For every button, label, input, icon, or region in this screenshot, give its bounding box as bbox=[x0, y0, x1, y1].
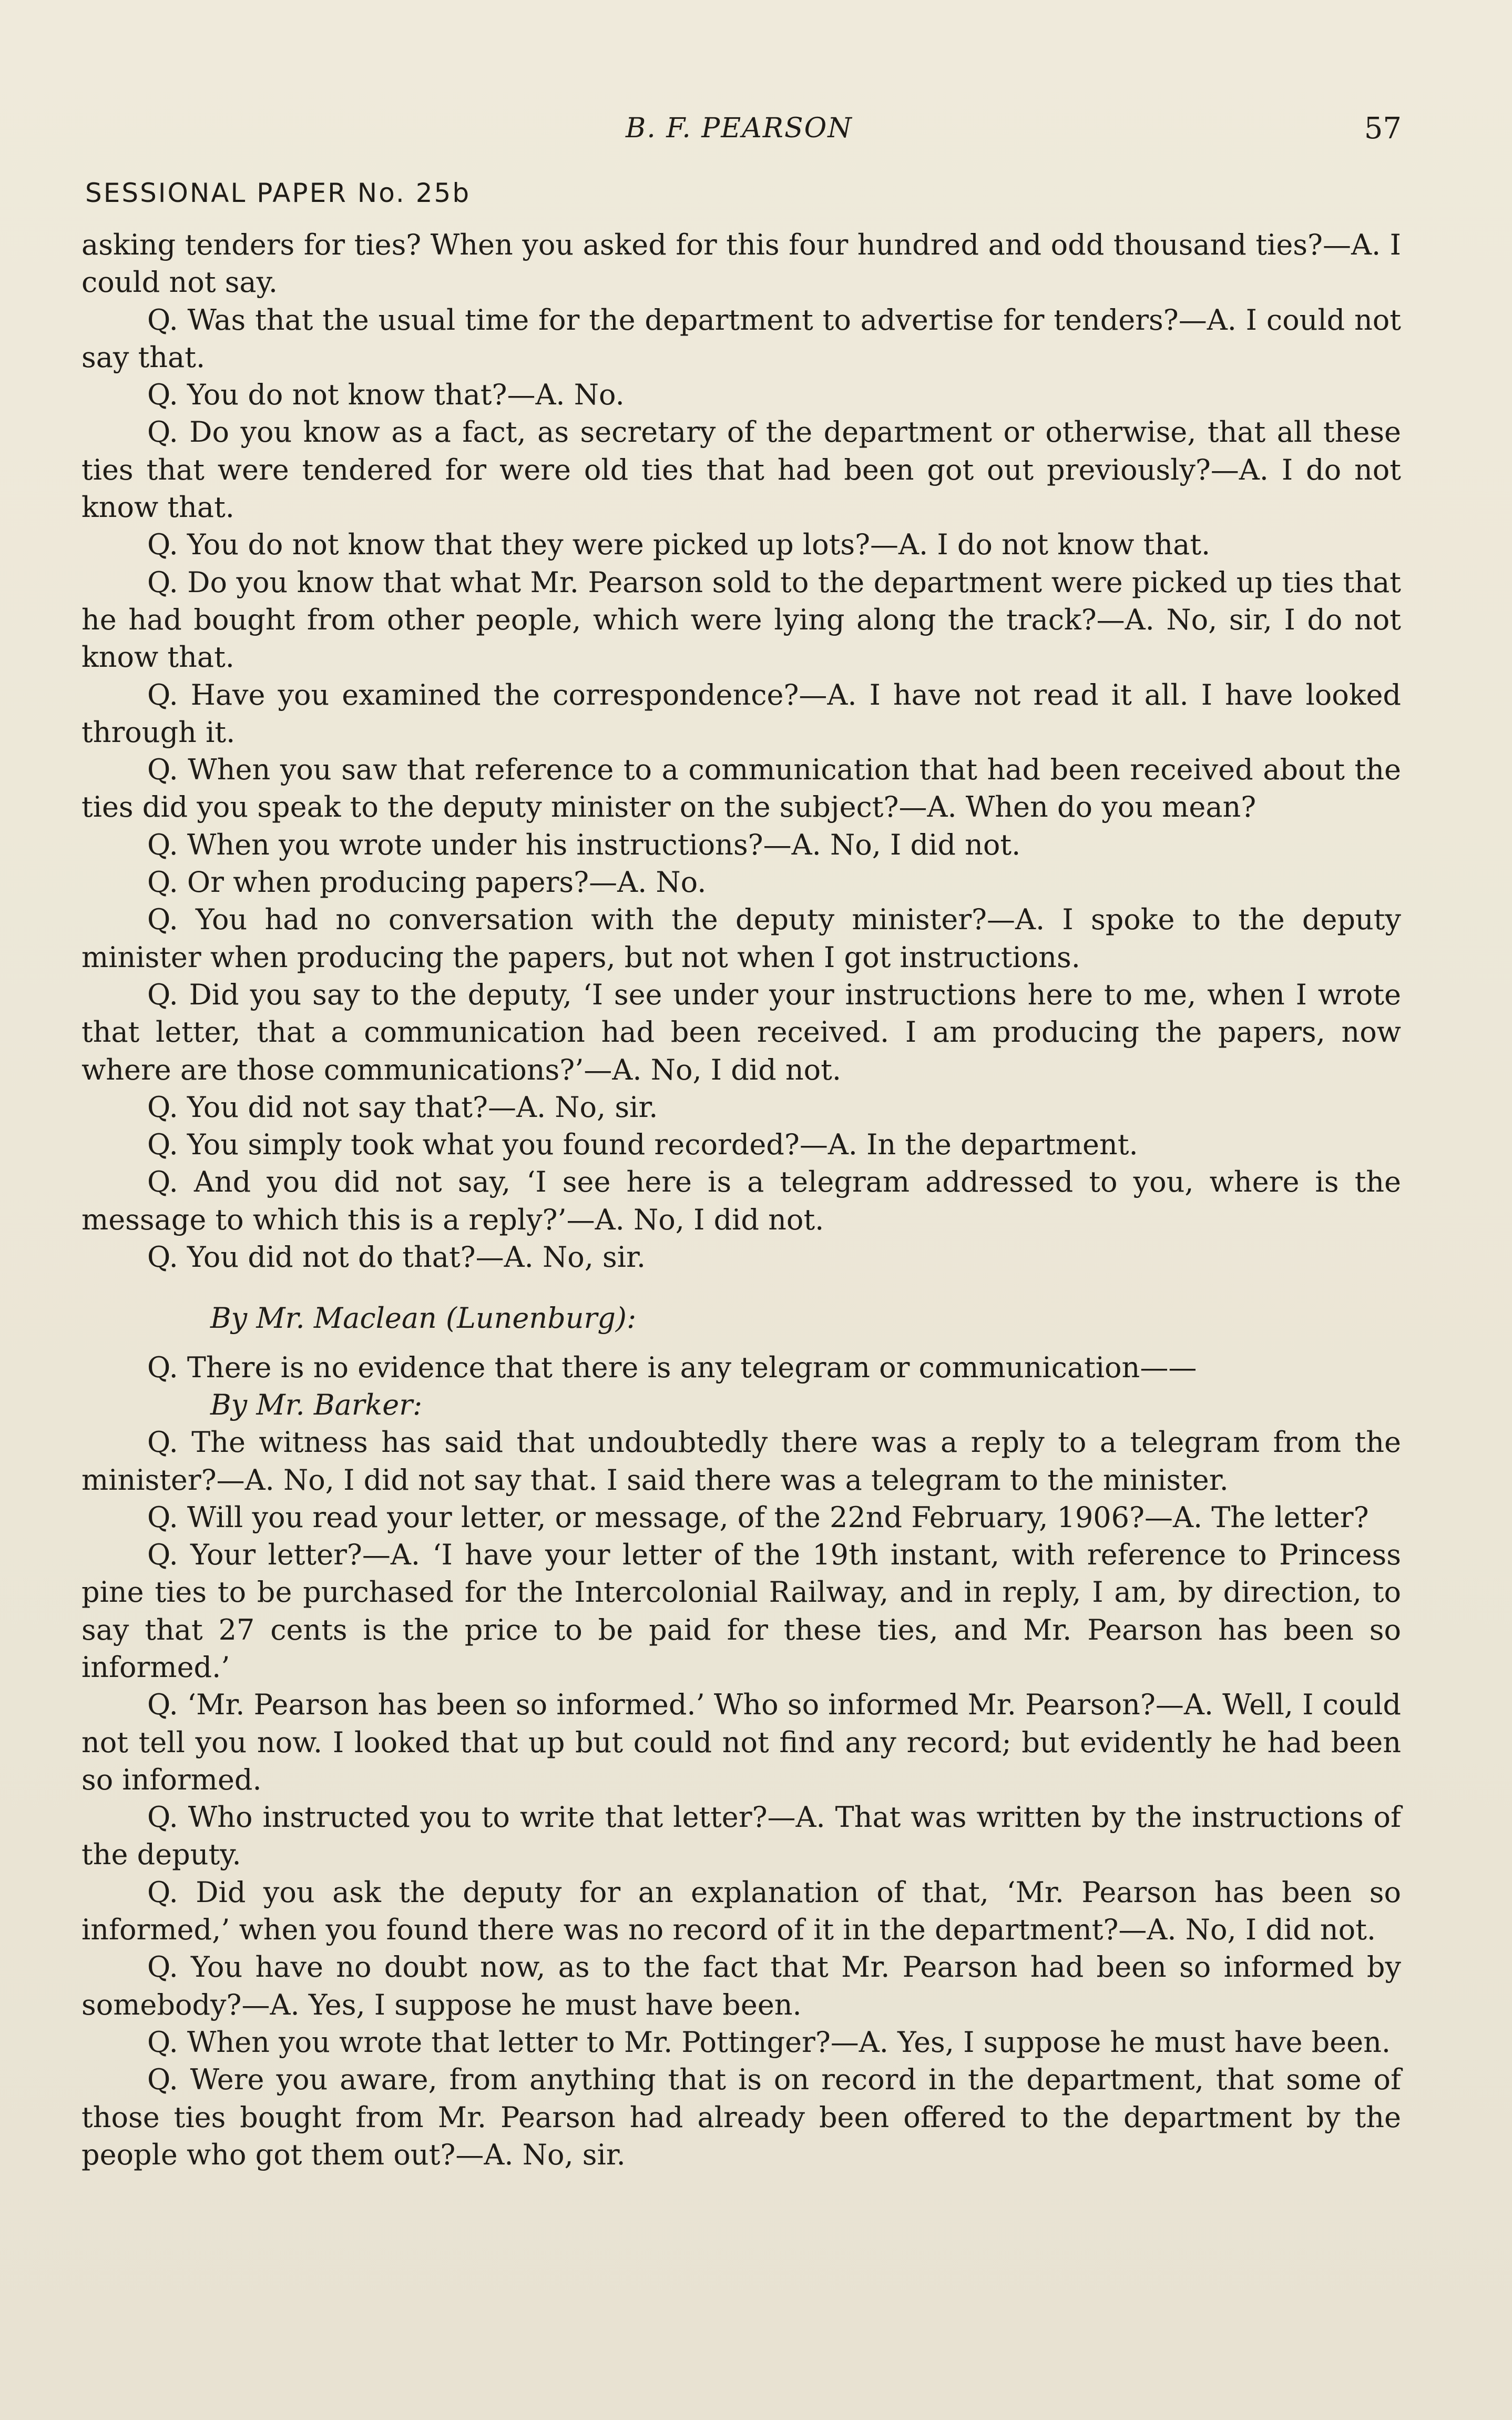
paragraph: Q. And you did not say, ‘I see here is a telegram addressed to you, where is the message to which this is a reply?’—A. No, I did not. bbox=[81, 1165, 1401, 1236]
paragraph: Q. The witness has said that undoubtedly there was a reply to a telegram from the minister?—A. No, I did not say that. I said there was a telegram to the minister. bbox=[81, 1426, 1401, 1497]
speaker-heading: By Mr. Barker: bbox=[210, 1388, 423, 1421]
paragraph: Q. You do not know that they were picked up lots?—A. I do not know that. bbox=[147, 528, 1211, 562]
page-number: 57 bbox=[1364, 111, 1402, 146]
paragraph: Q. When you wrote under his instructions?—A. No, I did not. bbox=[147, 828, 1021, 861]
paragraph: Q. Do you know that what Mr. Pearson sold to the department were picked up ties that he had bought from other people, which were lying along the track?—A. No, sir, I do not know that. bbox=[81, 565, 1401, 674]
paragraph: Q. Was that the usual time for the department to advertise for tenders?—A. I could not say that. bbox=[81, 303, 1401, 374]
paragraph: Q. Or when producing papers?—A. No. bbox=[147, 866, 707, 899]
paragraph: Q. You simply took what you found recorded?—A. In the department. bbox=[147, 1128, 1138, 1162]
paragraph: Q. You have no doubt now, as to the fact that Mr. Pearson had been so informed by somebody?—A. Yes, I suppose he must have been. bbox=[81, 1950, 1401, 2021]
paragraph: asking tenders for ties? When you asked for this four hundred and odd thousand ties?—A. I could not say. bbox=[81, 228, 1401, 299]
paragraph: Q. Did you ask the deputy for an explanation of that, ‘Mr. Pearson has been so informed,’ when you found there was no record of it in the department?—A. No, I did not. bbox=[81, 1875, 1401, 1947]
paragraph: Q. You do not know that?—A. No. bbox=[147, 378, 625, 412]
paragraph: Q. When you saw that reference to a communication that had been received about the ties did you speak to the deputy minister on the subject?—A. When do you mean? bbox=[81, 753, 1401, 824]
paragraph: Q. Who instructed you to write that letter?—A. That was written by the instructions of the deputy. bbox=[81, 1801, 1401, 1872]
paragraph: Q. You did not do that?—A. No, sir. bbox=[147, 1240, 646, 1274]
paragraph: Q. ‘Mr. Pearson has been so informed.’ Who so informed Mr. Pearson?—A. Well, I could not tell you now. I looked that up but could not find any record; but evidently he had been so informed. bbox=[81, 1688, 1401, 1796]
paragraph: Q. Did you say to the deputy, ‘I see under your instructions here to me, when I wrote that letter, that a communication had been received. I am producing the papers, now where are those communications?’—A. No, I did not. bbox=[81, 978, 1401, 1086]
paragraph: Q. Were you aware, from anything that is on record in the department, that some of those ties bought from Mr. Pearson had already been offered to the department by the people who got them out?—A. No, sir. bbox=[81, 2063, 1401, 2171]
paragraph: Q. You did not say that?—A. No, sir. bbox=[147, 1090, 658, 1124]
paragraph: Q. There is no evidence that there is any telegram or communication—— bbox=[147, 1350, 1197, 1384]
speaker-heading: By Mr. Maclean (Lunenburg): bbox=[210, 1301, 637, 1335]
sessional-paper-label: SESSIONAL PAPER No. 25b bbox=[85, 178, 471, 208]
paragraph: Q. Your letter?—A. ‘I have your letter of the 19th instant, with reference to Princess pine ties to be purchased for the Intercolonial Railway, and in reply, I am, by direction, to say that 27 cents is the price to be paid for these ties, and Mr. Pearson has been so informed.’ bbox=[81, 1538, 1401, 1684]
paragraph: Q. Have you examined the correspondence?—A. I have not read it all. I have looked through it. bbox=[81, 678, 1401, 749]
paragraph: Q. When you wrote that letter to Mr. Pottinger?—A. Yes, I suppose he must have been. bbox=[147, 2025, 1391, 2059]
paragraph: Q. Do you know as a fact, as secretary of the department or otherwise, that all these ties that were tendered for were old ties that had been got out previously?—A. I do not know that. bbox=[81, 415, 1401, 524]
paragraph: Q. You had no conversation with the deputy minister?—A. I spoke to the deputy minister when producing the papers, but not when I got instructions. bbox=[81, 903, 1401, 974]
paragraph: Q. Will you read your letter, or message, of the 22nd February, 1906?—A. The letter? bbox=[147, 1500, 1369, 1534]
body-text bbox=[81, 226, 1401, 2173]
running-head: B. F. PEARSON bbox=[626, 113, 853, 144]
